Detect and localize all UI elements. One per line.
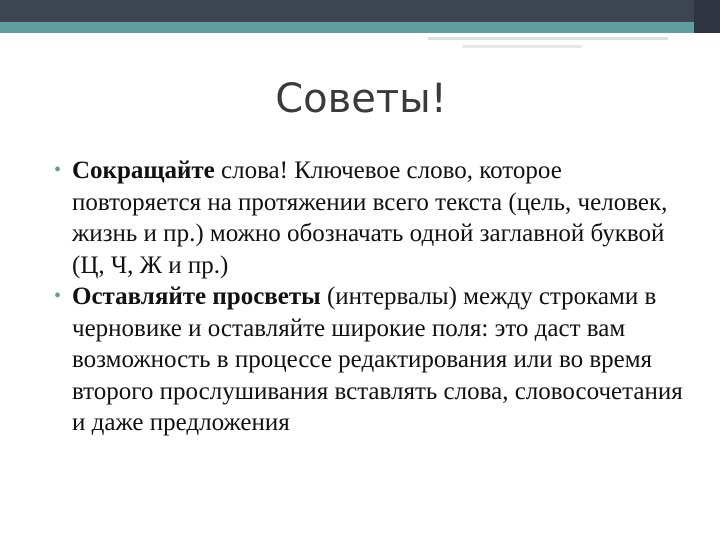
list-item	[52, 155, 692, 281]
decorative-rule-short	[462, 45, 582, 48]
header-corner-block	[694, 0, 720, 33]
accent-bar	[0, 22, 720, 33]
slide-body	[52, 155, 692, 439]
item-text: слова! Ключевое слово, которое повторяется на протяжении всего текста (цель, человек, жизнь и пр.) можно обозначать одной заглавной буквой (Ц, Ч, Ж и пр.)	[72, 157, 668, 279]
list-item	[52, 281, 692, 439]
header-bar	[0, 0, 720, 22]
item-keyword: Оставляйте просветы	[72, 283, 321, 310]
slide-title: Советы!	[275, 76, 447, 122]
item-keyword: Сокращайте	[72, 157, 215, 184]
bullet-icon: •	[54, 159, 62, 181]
bullet-icon: •	[54, 285, 62, 307]
decorative-rule	[428, 37, 668, 40]
item-text: (интервалы) между строками в черновике и оставляйте широкие поля: это даст вам возможность в процессе редактирования или во время второго прослушивания вставлять слова, словосочетания и даже предложения	[72, 283, 683, 436]
